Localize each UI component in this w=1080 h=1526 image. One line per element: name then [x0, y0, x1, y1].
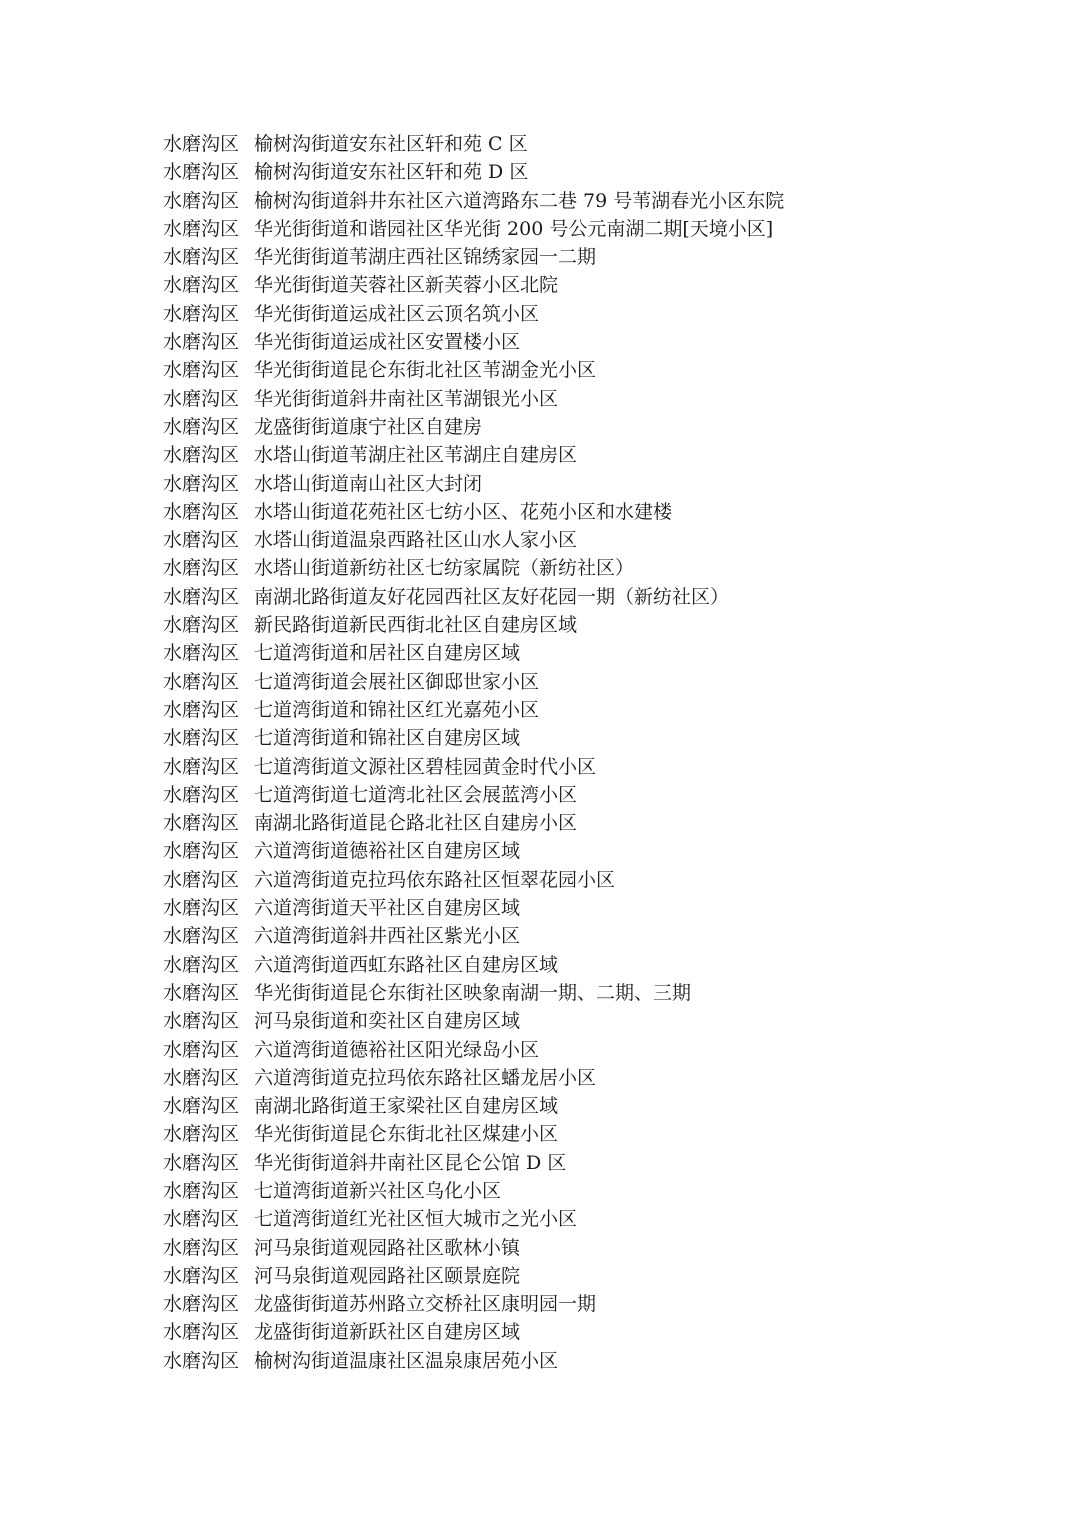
list-item — [163, 837, 784, 865]
list-item — [163, 696, 784, 724]
list-item — [163, 1092, 784, 1120]
district-name: 水磨沟区 — [163, 1208, 240, 1231]
location-text: 华光街街道昆仑东街北社区煤建小区 — [254, 1123, 559, 1146]
list-item — [163, 441, 784, 469]
location-text: 榆树沟街道安东社区轩和苑 D 区 — [254, 161, 529, 184]
district-name: 水磨沟区 — [163, 1349, 240, 1372]
district-name: 水磨沟区 — [163, 698, 240, 721]
list-item — [163, 1290, 784, 1318]
location-text: 七道湾街道七道湾北社区会展蓝湾小区 — [254, 783, 578, 806]
location-text: 南湖北路街道昆仑路北社区自建房小区 — [254, 812, 578, 835]
district-name: 水磨沟区 — [163, 133, 240, 155]
list-item — [163, 187, 784, 215]
district-name: 水磨沟区 — [163, 614, 240, 637]
location-text: 河马泉街道和奕社区自建房区域 — [254, 1010, 521, 1033]
district-name: 水磨沟区 — [163, 1095, 240, 1118]
district-name: 水磨沟区 — [163, 557, 240, 580]
district-name: 水磨沟区 — [163, 472, 240, 495]
location-text: 七道湾街道会展社区御邸世家小区 — [254, 670, 540, 693]
location-text: 河马泉街道观园路社区颐景庭院 — [254, 1264, 521, 1287]
location-text: 六道湾街道斜井西社区紫光小区 — [254, 925, 521, 948]
district-name: 水磨沟区 — [163, 1264, 240, 1287]
district-name: 水磨沟区 — [163, 444, 240, 467]
location-text: 七道湾街道和居社区自建房区域 — [254, 642, 521, 665]
district-name: 水磨沟区 — [163, 217, 240, 240]
location-text: 六道湾街道德裕社区自建房区域 — [254, 840, 521, 863]
location-text: 华光街街道斜井南社区苇湖银光小区 — [254, 387, 559, 410]
district-name: 水磨沟区 — [163, 1038, 240, 1061]
location-text: 七道湾街道和锦社区自建房区域 — [254, 727, 521, 750]
list-item — [163, 1149, 784, 1177]
location-text: 榆树沟街道温康社区温泉康居苑小区 — [254, 1349, 559, 1372]
list-item — [163, 866, 784, 894]
location-text: 七道湾街道红光社区恒大城市之光小区 — [254, 1208, 578, 1231]
list-item — [163, 1177, 784, 1205]
list-item — [163, 1120, 784, 1148]
list-item — [163, 243, 784, 271]
district-name: 水磨沟区 — [163, 840, 240, 863]
district-name: 水磨沟区 — [163, 415, 240, 438]
district-name: 水磨沟区 — [163, 359, 240, 382]
district-name: 水磨沟区 — [163, 670, 240, 693]
list-item — [163, 1064, 784, 1092]
location-text: 榆树沟街道安东社区轩和苑 C 区 — [254, 133, 528, 155]
location-text: 六道湾街道克拉玛依东路社区蟠龙居小区 — [254, 1066, 597, 1089]
location-text: 七道湾街道文源社区碧桂园黄金时代小区 — [254, 755, 597, 778]
location-list — [163, 130, 784, 1375]
location-text: 华光街街道昆仑东街北社区苇湖金光小区 — [254, 359, 597, 382]
list-item — [163, 583, 784, 611]
list-item — [163, 158, 784, 186]
location-text: 七道湾街道新兴社区乌化小区 — [254, 1179, 502, 1202]
district-name: 水磨沟区 — [163, 1236, 240, 1259]
location-text: 榆树沟街道斜井东社区六道湾路东二巷 79 号苇湖春光小区东院 — [254, 189, 785, 212]
list-item — [163, 668, 784, 696]
location-text: 水塔山街道苇湖庄社区苇湖庄自建房区 — [254, 444, 578, 467]
district-name: 水磨沟区 — [163, 331, 240, 354]
district-name: 水磨沟区 — [163, 1066, 240, 1089]
district-name: 水磨沟区 — [163, 897, 240, 920]
location-text: 龙盛街街道苏州路立交桥社区康明园一期 — [254, 1293, 597, 1316]
district-name: 水磨沟区 — [163, 1321, 240, 1344]
list-item — [163, 1036, 784, 1064]
location-text: 华光街街道斜井南社区昆仑公馆 D 区 — [254, 1151, 567, 1174]
location-text: 南湖北路街道王家梁社区自建房区域 — [254, 1095, 559, 1118]
district-name: 水磨沟区 — [163, 387, 240, 410]
list-item — [163, 1234, 784, 1262]
district-name: 水磨沟区 — [163, 274, 240, 297]
location-text: 华光街街道昆仑东街社区映象南湖一期、二期、三期 — [254, 981, 692, 1004]
location-text: 华光街街道运成社区安置楼小区 — [254, 331, 521, 354]
list-item — [163, 922, 784, 950]
district-name: 水磨沟区 — [163, 981, 240, 1004]
district-name: 水磨沟区 — [163, 727, 240, 750]
list-item — [163, 894, 784, 922]
district-name: 水磨沟区 — [163, 783, 240, 806]
district-name: 水磨沟区 — [163, 189, 240, 212]
district-name: 水磨沟区 — [163, 953, 240, 976]
district-name: 水磨沟区 — [163, 585, 240, 608]
location-text: 河马泉街道观园路社区歌林小镇 — [254, 1236, 521, 1259]
location-text: 龙盛街街道新跃社区自建房区域 — [254, 1321, 521, 1344]
district-name: 水磨沟区 — [163, 161, 240, 184]
location-text: 六道湾街道德裕社区阳光绿岛小区 — [254, 1038, 540, 1061]
district-name: 水磨沟区 — [163, 1123, 240, 1146]
district-name: 水磨沟区 — [163, 812, 240, 835]
list-item — [163, 809, 784, 837]
list-item — [163, 413, 784, 441]
location-text: 水塔山街道花苑社区七纺小区、花苑小区和水建楼 — [254, 500, 673, 523]
district-name: 水磨沟区 — [163, 246, 240, 269]
location-text: 新民路街道新民西街北社区自建房区域 — [254, 614, 578, 637]
list-item — [163, 753, 784, 781]
list-item — [163, 526, 784, 554]
location-text: 华光街街道芙蓉社区新芙蓉小区北院 — [254, 274, 559, 297]
list-item — [163, 1262, 784, 1290]
district-name: 水磨沟区 — [163, 302, 240, 325]
location-text: 龙盛街街道康宁社区自建房 — [254, 415, 483, 438]
list-item — [163, 328, 784, 356]
list-item — [163, 724, 784, 752]
district-name: 水磨沟区 — [163, 1179, 240, 1202]
list-item — [163, 951, 784, 979]
location-text: 华光街街道苇湖庄西社区锦绣家园一二期 — [254, 246, 597, 269]
list-item — [163, 271, 784, 299]
district-name: 水磨沟区 — [163, 755, 240, 778]
location-text: 六道湾街道西虹东路社区自建房区域 — [254, 953, 559, 976]
location-text: 华光街街道和谐园社区华光街 200 号公元南湖二期[天境小区] — [254, 217, 774, 240]
list-item — [163, 1205, 784, 1233]
district-name: 水磨沟区 — [163, 642, 240, 665]
location-text: 七道湾街道和锦社区红光嘉苑小区 — [254, 698, 540, 721]
list-item — [163, 498, 784, 526]
list-item — [163, 1007, 784, 1035]
list-item — [163, 385, 784, 413]
list-item — [163, 781, 784, 809]
list-item — [163, 215, 784, 243]
list-item — [163, 1347, 784, 1375]
location-text: 华光街街道运成社区云顶名筑小区 — [254, 302, 540, 325]
district-name: 水磨沟区 — [163, 529, 240, 552]
location-text: 六道湾街道天平社区自建房区域 — [254, 897, 521, 920]
list-item — [163, 554, 784, 582]
list-item — [163, 130, 784, 158]
list-item — [163, 1318, 784, 1346]
list-item — [163, 356, 784, 384]
location-text: 六道湾街道克拉玛依东路社区恒翠花园小区 — [254, 868, 616, 891]
list-item — [163, 979, 784, 1007]
list-item — [163, 639, 784, 667]
location-text: 水塔山街道温泉西路社区山水人家小区 — [254, 529, 578, 552]
list-item — [163, 300, 784, 328]
district-name: 水磨沟区 — [163, 1151, 240, 1174]
location-text: 水塔山街道南山社区大封闭 — [254, 472, 483, 495]
location-text: 南湖北路街道友好花园西社区友好花园一期（新纺社区） — [254, 585, 730, 608]
location-text: 水塔山街道新纺社区七纺家属院（新纺社区） — [254, 557, 635, 580]
list-item — [163, 611, 784, 639]
district-name: 水磨沟区 — [163, 925, 240, 948]
district-name: 水磨沟区 — [163, 868, 240, 891]
district-name: 水磨沟区 — [163, 1293, 240, 1316]
district-name: 水磨沟区 — [163, 500, 240, 523]
list-item — [163, 470, 784, 498]
district-name: 水磨沟区 — [163, 1010, 240, 1033]
